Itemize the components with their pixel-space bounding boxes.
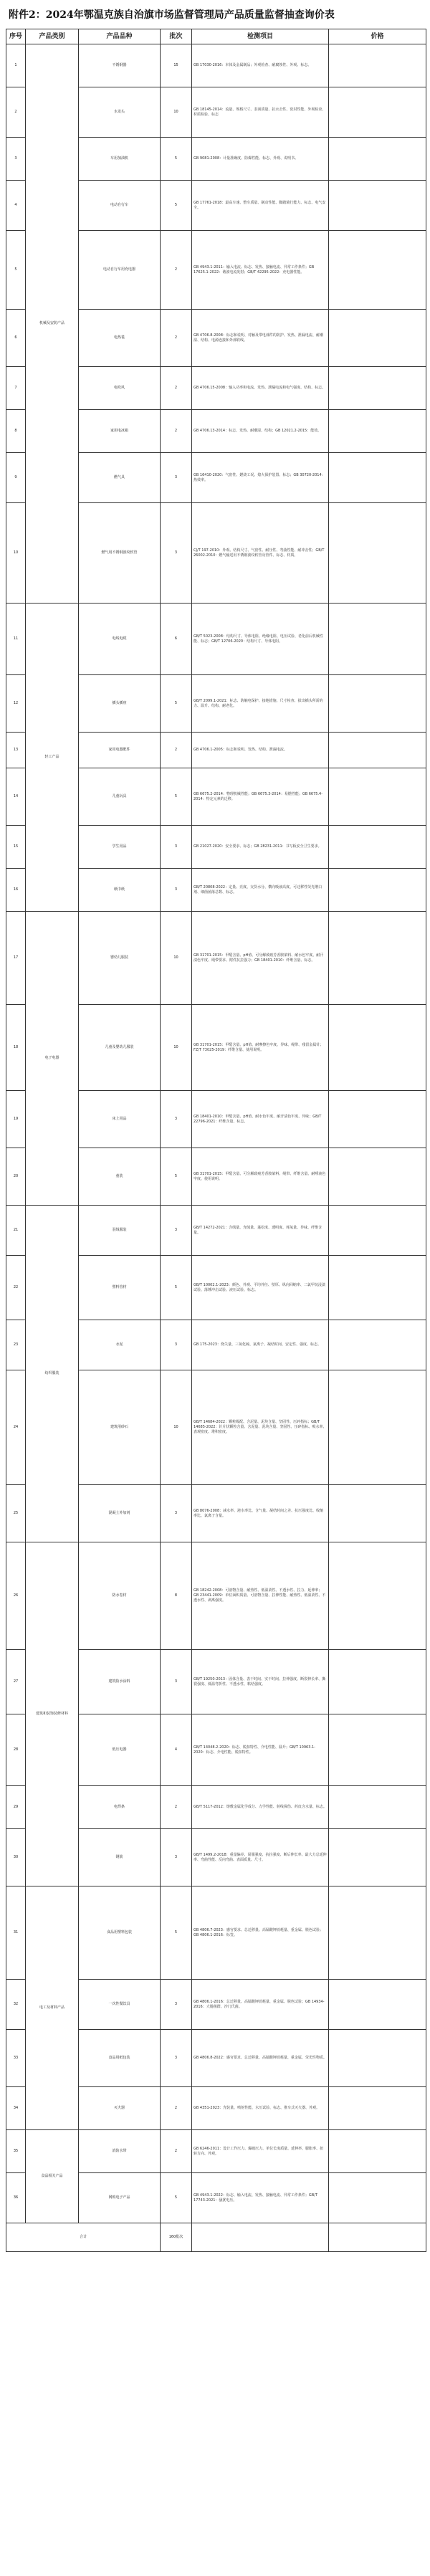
price-cell	[329, 1206, 426, 1256]
batches-cell: 2	[161, 2087, 192, 2130]
product-cell: 防水卷材	[79, 1542, 161, 1650]
product-cell: 插头插座	[79, 675, 161, 733]
row-number: 16	[6, 869, 26, 912]
batches-cell: 5	[161, 1256, 192, 1320]
product-cell: 电焊条	[79, 1786, 161, 1829]
row-number: 30	[6, 1829, 26, 1886]
batches-cell: 10	[161, 1005, 192, 1091]
price-cell	[329, 1542, 426, 1650]
batches-cell: 5	[161, 768, 192, 826]
product-cell: 儿童玩具	[79, 768, 161, 826]
batches-cell: 3	[161, 1650, 192, 1714]
batches-cell: 5	[161, 138, 192, 181]
product-cell: 童装	[79, 1148, 161, 1206]
category-cell: 轻工产品	[26, 604, 79, 912]
product-cell: 车用加油机	[79, 138, 161, 181]
test-items-cell: GB/T 19250-2013：固体含量、表干时间、实干时间、拉伸强度、断裂伸长率、撕裂强度、低温弯折性、不透水性、粘结强度。	[192, 1650, 329, 1714]
batches-cell: 5	[161, 1148, 192, 1206]
price-cell	[329, 1650, 426, 1714]
batches-cell: 3	[161, 1206, 192, 1256]
header-row	[6, 29, 426, 44]
test-items-cell: GB 17030-2016：本体及金属制品；外观检查、耐腐蚀性、外观、标志。	[192, 44, 329, 87]
price-cell	[329, 604, 426, 675]
test-items-cell: GB 4706.13-2014：标志、发热、耐潮湿、结构；GB 12021.2-2015：能效。	[192, 410, 329, 453]
price-cell	[329, 310, 426, 367]
product-cell: 塑料管材	[79, 1256, 161, 1320]
row-number: 1	[6, 44, 26, 87]
row-number: 20	[6, 1148, 26, 1206]
product-cell: 学生用品	[79, 826, 161, 869]
header-cell: 批次	[161, 29, 192, 44]
row-number: 33	[6, 2030, 26, 2087]
price-cell	[329, 912, 426, 1005]
row-number: 28	[6, 1714, 26, 1786]
product-cell: 混凝土外加剂	[79, 1485, 161, 1542]
batches-cell: 2	[161, 231, 192, 310]
row-number: 29	[6, 1786, 26, 1829]
row-number: 35	[6, 2130, 26, 2173]
header-cell: 产品品种	[79, 29, 161, 44]
product-cell: 燃气用不锈钢波纹软管	[79, 503, 161, 604]
price-cell	[329, 1091, 426, 1148]
test-items-cell: GB 4351-2023：充装量、喷射性能、水压试验、标志、推车式灭火器、外观。	[192, 2087, 329, 2130]
batches-cell: 5	[161, 675, 192, 733]
batches-cell: 2	[161, 367, 192, 410]
batches-cell: 2	[161, 733, 192, 768]
price-cell	[329, 2030, 426, 2087]
product-cell: 建筑防水涂料	[79, 1650, 161, 1714]
test-items-cell: GB 4806.1-2016：总迁移量、高锰酸钾消耗量、重金属、脱色试验；GB 14934-2016：大肠菌群、沙门氏菌。	[192, 1980, 329, 2030]
batches-cell: 3	[161, 1320, 192, 1370]
test-items-cell: GB 4943.1-2022：标志、输入电流、发热、接触电流、异常工作条件；GB/T 17743-2021：骚扰电压。	[192, 2173, 329, 2223]
row-number: 25	[6, 1485, 26, 1542]
product-cell: 灭火器	[79, 2087, 161, 2130]
row-number: 9	[6, 453, 26, 503]
product-cell: 家用电器配件	[79, 733, 161, 768]
product-cell: 食品用塑料包装	[79, 1886, 161, 1980]
batches-cell: 3	[161, 1829, 192, 1886]
batches-cell: 5	[161, 2173, 192, 2223]
batches-cell: 4	[161, 1714, 192, 1786]
batches-cell: 3	[161, 1485, 192, 1542]
batches-cell: 3	[161, 1091, 192, 1148]
product-cell: 水泥	[79, 1320, 161, 1370]
test-items-cell: GB 31701-2015：甲醛含量、pH值、耐摩擦色牢度、异味、绳带、残留金属针；FZ/T 73025-2019：纤维含量、使用说明。	[192, 1005, 329, 1091]
header-cell: 序号	[6, 29, 26, 44]
product-cell: 电动自行车	[79, 181, 161, 231]
product-cell: 食品用纸包装	[79, 2030, 161, 2087]
category-cell: 机械及安防产品	[26, 44, 79, 604]
row-number: 11	[6, 604, 26, 675]
product-cell: 水龙头	[79, 87, 161, 138]
total-batches: 160批次	[161, 2223, 192, 2252]
product-cell: 纸巾纸	[79, 869, 161, 912]
price-cell	[329, 2173, 426, 2223]
batches-cell: 6	[161, 604, 192, 675]
table-row	[6, 1206, 426, 1256]
table-row	[6, 1886, 426, 1980]
header-cell: 价格	[329, 29, 426, 44]
table-row	[6, 1542, 426, 1650]
category-cell: 食品相关产品	[26, 2130, 79, 2223]
test-items-cell: GB 16410-2020：气密性、燃烧工况、熄火保护装置、标志；GB 30720-2014：热效率。	[192, 453, 329, 503]
price-cell	[329, 1148, 426, 1206]
batches-cell: 3	[161, 453, 192, 503]
category-cell: 电子电器	[26, 912, 79, 1206]
price-cell	[329, 2130, 426, 2173]
inquiry-table	[6, 29, 426, 2252]
footer-row	[6, 2223, 426, 2252]
row-number: 8	[6, 410, 26, 453]
product-cell: 羽绒服装	[79, 1206, 161, 1256]
test-items-cell: GB/T 14684-2022：颗粒级配、含泥量、泥块含量、坚固性、压碎指标；GB/T 14685-2022：针片状颗粒含量、含泥量、泥块含量、坚固性、压碎指标、吸水率、表观密度、堆积密度。	[192, 1370, 329, 1485]
test-items-cell: GB 31701-2015：甲醛含量、可分解致癌芳香胺染料、绳带、纤维含量、耐唾液色牢度、使用说明。	[192, 1148, 329, 1206]
row-number: 5	[6, 231, 26, 310]
test-items-cell: GB/T 5117-2012：熔敷金属化学成分、力学性能、射线探伤、药皮含水量、标志。	[192, 1786, 329, 1829]
test-items-cell: GB 18242-2008：可溶物含量、耐热性、低温柔性、不透水性、拉力、延伸率；GB 23441-2009：单位面积质量、可溶物含量、拉伸性能、耐热性、低温柔性、不透水性、剥离强度。	[192, 1542, 329, 1650]
batches-cell: 3	[161, 826, 192, 869]
batches-cell: 3	[161, 2030, 192, 2087]
price-cell	[329, 826, 426, 869]
price-cell	[329, 1485, 426, 1542]
row-number: 27	[6, 1650, 26, 1714]
row-number: 4	[6, 181, 26, 231]
test-items-cell: GB/T 1499.2-2018：重量偏差、屈服强度、抗拉强度、断后伸长率、最大力总延伸率、弯曲性能、反向弯曲、表面质量、尺寸。	[192, 1829, 329, 1886]
test-items-cell: GB 18145-2014：流量、规格尺寸、表面质量、抗水击性、密封性能、外观检查、材质检验、标志	[192, 87, 329, 138]
product-cell: 不锈钢器	[79, 44, 161, 87]
batches-cell: 10	[161, 1370, 192, 1485]
batches-cell: 5	[161, 1886, 192, 1980]
price-cell	[329, 675, 426, 733]
test-items-cell: GB 4706.15-2008：输入功率和电流、发热、泄漏电流和电气强度、结构、标志。	[192, 367, 329, 410]
batches-cell: 3	[161, 1980, 192, 2030]
row-number: 13	[6, 733, 26, 768]
test-items-cell: GB 4706.8-2008：标志和说明、对触及带电部件的防护、发热、泄漏电流、耐潮湿、结构、电源连接和外部软线。	[192, 310, 329, 367]
price-cell	[329, 1980, 426, 2030]
row-number: 2	[6, 87, 26, 138]
product-cell: 床上用品	[79, 1091, 161, 1148]
test-items-cell: GB 4706.1-2005：标志和说明、发热、结构、泄漏电流。	[192, 733, 329, 768]
row-number: 31	[6, 1886, 26, 1980]
table-body	[6, 44, 426, 2252]
product-cell: 钢筋	[79, 1829, 161, 1886]
batches-cell: 10	[161, 87, 192, 138]
price-cell	[329, 367, 426, 410]
test-items-cell: GB 175-2023：烧失量、三氧化硫、氯离子、凝结时间、安定性、强度、标志。	[192, 1320, 329, 1370]
batches-cell: 2	[161, 310, 192, 367]
batches-cell: 10	[161, 912, 192, 1005]
product-cell: 建筑用砂石	[79, 1370, 161, 1485]
price-cell	[329, 181, 426, 231]
product-cell: 消防水带	[79, 2130, 161, 2173]
category-cell: 纺织服装	[26, 1206, 79, 1542]
row-number: 24	[6, 1370, 26, 1485]
total-label: 合计	[6, 2223, 161, 2252]
product-cell: 一次性餐饮具	[79, 1980, 161, 2030]
batches-cell: 2	[161, 2130, 192, 2173]
price-cell	[329, 869, 426, 912]
row-number: 36	[6, 2173, 26, 2223]
price-cell	[329, 1370, 426, 1485]
price-cell	[329, 410, 426, 453]
test-items-cell: GB 8076-2008：减水率、泌水率比、含气量、凝结时间之差、抗压强度比、收缩率比、氯离子含量。	[192, 1485, 329, 1542]
product-cell: 电动自行车用充电器	[79, 231, 161, 310]
product-cell: 网购电子产品	[79, 2173, 161, 2223]
price-cell	[329, 44, 426, 87]
row-number: 3	[6, 138, 26, 181]
product-cell: 家用电冰箱	[79, 410, 161, 453]
total-price-cell	[329, 2223, 426, 2252]
batches-cell: 15	[161, 44, 192, 87]
test-items-cell: GB 4806.7-2023：感官要求、总迁移量、高锰酸钾消耗量、重金属、脱色试验；GB 4806.1-2016：标签。	[192, 1886, 329, 1980]
row-number: 34	[6, 2087, 26, 2130]
test-items-cell: GB 17761-2018：最高车速、整车质量、制动性能、脚踏骑行能力、标志、电气安全。	[192, 181, 329, 231]
batches-cell: 2	[161, 410, 192, 453]
price-cell	[329, 503, 426, 604]
price-cell	[329, 138, 426, 181]
price-cell	[329, 1786, 426, 1829]
test-items-cell: GB/T 14272-2021：含绒量、充绒量、蓬松度、透明度、耗氧量、异味、纤维含量。	[192, 1206, 329, 1256]
price-cell	[329, 1886, 426, 1980]
page-title: 附件2：2024年鄂温克族自治旗市场监督管理局产品质量监督抽查询价表	[9, 9, 335, 21]
product-cell: 低压电器	[79, 1714, 161, 1786]
test-items-cell: GB 4806.8-2022：感官要求、总迁移量、高锰酸钾消耗量、重金属、荧光性物质。	[192, 2030, 329, 2087]
price-cell	[329, 453, 426, 503]
row-number: 7	[6, 367, 26, 410]
test-items-cell: GB/T 2099.1-2021：标志、防触电保护、接地措施、尺寸检查、拔出插头所需的力、温升、结构、耐老化。	[192, 675, 329, 733]
row-number: 21	[6, 1206, 26, 1256]
test-items-cell: GB/T 20808-2022：定量、亮度、交货水分、横向吸液高度、可迁移性荧光增白剂、细菌菌落总数、标志。	[192, 869, 329, 912]
price-cell	[329, 2087, 426, 2130]
table-row	[6, 912, 426, 1005]
test-items-cell: GB/T 14048.2-2020：标志、脱扣特性、介电性能、温升；GB/T 10963.1-2020：标志、介电性能、脱扣特性。	[192, 1714, 329, 1786]
row-number: 14	[6, 768, 26, 826]
row-number: 12	[6, 675, 26, 733]
row-number: 22	[6, 1256, 26, 1320]
row-number: 32	[6, 1980, 26, 2030]
test-items-cell: GB 6246-2011：设计工作压力、爆破压力、单位长度质量、延伸率、膨胀率、扭转方向、外观。	[192, 2130, 329, 2173]
price-cell	[329, 231, 426, 310]
test-items-cell: CJ/T 197-2010：外观、结构尺寸、气密性、耐压性、弯曲性能、耐冲击性；GB/T 26002-2010：燃气输送用不锈钢波纹软管及管件、标志、材质。	[192, 503, 329, 604]
test-items-cell: GB 21027-2020：安全要求、标志；GB 28231-2011：书写板安全卫生要求。	[192, 826, 329, 869]
price-cell	[329, 1256, 426, 1320]
price-cell	[329, 87, 426, 138]
test-items-cell: GB 6675.2-2014：物理机械性能；GB 6675.3-2014：易燃性能；GB 6675.4-2014：特定元素的迁移。	[192, 768, 329, 826]
product-cell: 电热毯	[79, 310, 161, 367]
total-items-cell	[192, 2223, 329, 2252]
test-items-cell: GB/T 10002.1-2023：颜色、外观、平均外径、壁厚、纵向回缩率、二氯甲烷浸渍试验、落锤冲击试验、液压试验、标志。	[192, 1256, 329, 1320]
test-items-cell: GB 18401-2010：甲醛含量、pH值、耐水色牢度、耐汗渍色牢度、异味；GB/T 22796-2021：纤维含量、标志。	[192, 1091, 329, 1148]
row-number: 15	[6, 826, 26, 869]
test-items-cell: GB 9081-2008：计量准确度、防爆性能、标志、外观、说明书。	[192, 138, 329, 181]
category-cell: 电工及材料产品	[26, 1886, 79, 2130]
table-row	[6, 604, 426, 675]
category-cell: 建筑和装饰装修材料	[26, 1542, 79, 1886]
batches-cell: 2	[161, 1786, 192, 1829]
row-number: 10	[6, 503, 26, 604]
price-cell	[329, 1320, 426, 1370]
row-number: 26	[6, 1542, 26, 1650]
header-cell: 产品类别	[26, 29, 79, 44]
row-number: 23	[6, 1320, 26, 1370]
test-items-cell: GB 4943.1-2011：输入电流、标志、发热、接触电流、异常工作条件；GB 17625.1-2022：谐波电流发射；GB/T 42295-2022：充电器性能。	[192, 231, 329, 310]
row-number: 17	[6, 912, 26, 1005]
price-cell	[329, 1829, 426, 1886]
header-cell: 检测项目	[192, 29, 329, 44]
batches-cell: 3	[161, 869, 192, 912]
product-cell: 电线电缆	[79, 604, 161, 675]
table-row	[6, 2130, 426, 2173]
batches-cell: 5	[161, 181, 192, 231]
test-items-cell: GB/T 5023-2008：结构尺寸、导体电阻、绝缘电阻、电压试验、老化前后机械性能、标志；GB/T 12706-2020：结构尺寸、导体电阻。	[192, 604, 329, 675]
product-cell: 婴幼儿服装	[79, 912, 161, 1005]
row-number: 19	[6, 1091, 26, 1148]
price-cell	[329, 1005, 426, 1091]
product-cell: 儿童及婴幼儿服装	[79, 1005, 161, 1091]
product-cell: 电吹风	[79, 367, 161, 410]
batches-cell: 3	[161, 503, 192, 604]
row-number: 6	[6, 310, 26, 367]
price-cell	[329, 733, 426, 768]
table-row	[6, 44, 426, 87]
batches-cell: 8	[161, 1542, 192, 1650]
price-cell	[329, 1714, 426, 1786]
test-items-cell: GB 31701-2015：甲醛含量、pH值、可分解致癌芳香胺染料、耐水色牢度、耐汗渍色牢度、绳带要求、附件抗拉强力；GB 18401-2010：纤维含量、标志。	[192, 912, 329, 1005]
product-cell: 燃气具	[79, 453, 161, 503]
row-number: 18	[6, 1005, 26, 1091]
price-cell	[329, 768, 426, 826]
